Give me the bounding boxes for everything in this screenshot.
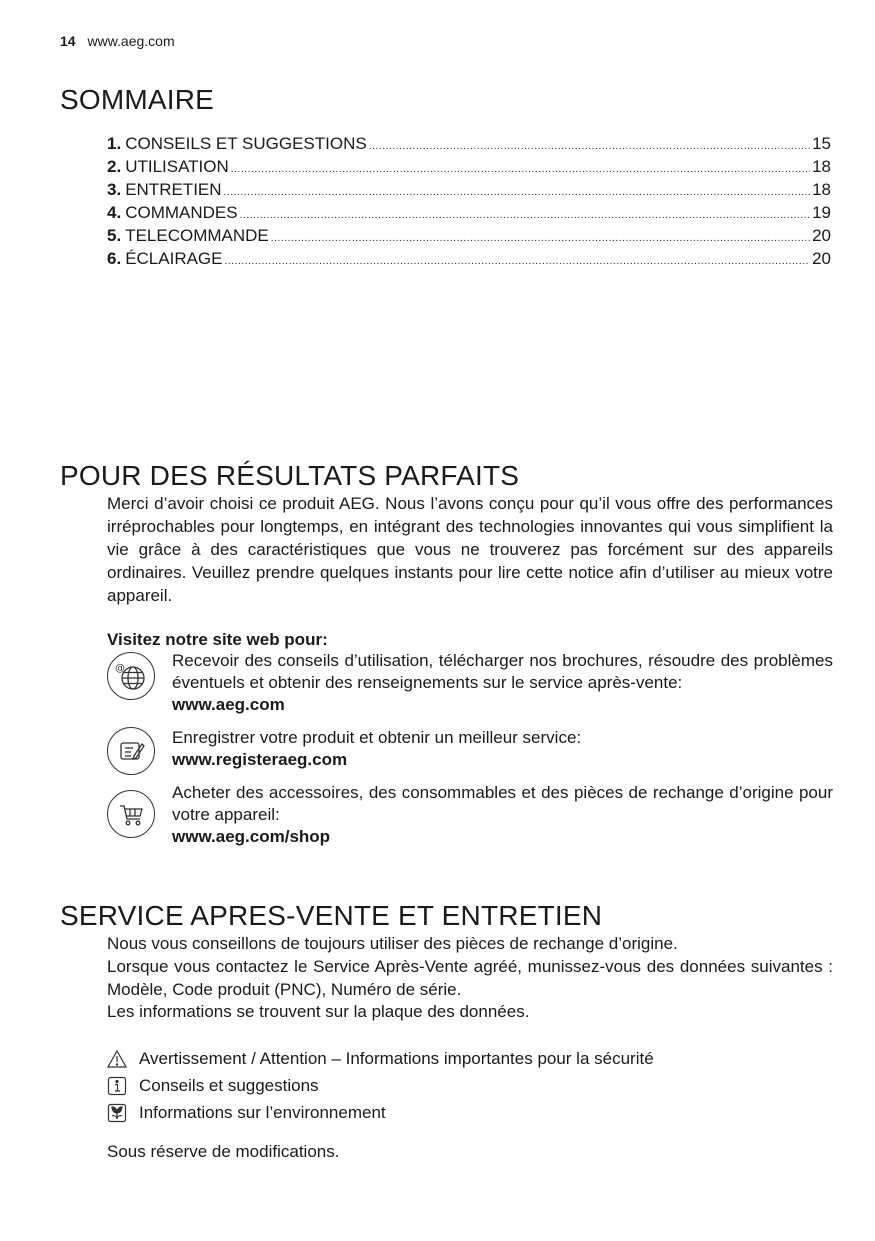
- toc-label: TELECOMMANDE: [125, 226, 269, 245]
- toc-label: ENTRETIEN: [125, 180, 222, 199]
- toc-item[interactable]: 4. COMMANDES ..... 19: [107, 203, 831, 226]
- service-title: SERVICE APRES-VENTE ET ENTRETIEN: [60, 900, 603, 931]
- info-icon: [107, 1076, 127, 1096]
- results-intro: Merci d’avoir choisi ce produit AEG. Nous l’avons conçu pour qu’il vous offre des performances irréprochables pour longtemps, en intégrant des technologies innovantes qui vous simplifient la vie grâce à des caractéristiques que vous ne trouverez pas forcément sur des appareils ordinaires. Veuillez prendre quelques instants pour lire cette notice afin d’utiliser au mieux votre appareil.: [107, 494, 833, 605]
- toc-page: 19: [812, 203, 831, 222]
- summary-title: SOMMAIRE: [60, 84, 215, 115]
- toc-page: 20: [812, 249, 831, 268]
- toc-leader: [231, 164, 810, 175]
- footer-note: Sous réserve de modifications.: [107, 1142, 340, 1161]
- page-number: 14: [60, 33, 76, 49]
- service-p2: Lorsque vous contactez le Service Après-Vente agréé, munissez-vous des données suivantes : Modèle, Code produit (PNC), Numéro de série.: [107, 957, 833, 999]
- globe-icon: [107, 652, 155, 700]
- page-header: [60, 33, 175, 49]
- service-p3: Les informations se trouvent sur la plaque des données.: [107, 1002, 530, 1021]
- toc-label: COMMANDES: [125, 203, 238, 222]
- toc-item[interactable]: 6. ÉCLAIRAGE ..... 20: [107, 249, 831, 272]
- toc-item[interactable]: 3. ENTRETIEN ..... 18: [107, 180, 831, 203]
- service-p1: Nous vous conseillons de toujours utiliser des pièces de rechange d’origine.: [107, 934, 678, 953]
- toc-label: ÉCLAIRAGE: [125, 249, 223, 268]
- toc-item[interactable]: 5. TELECOMMANDE ..... 20: [107, 226, 831, 249]
- web-item-text: Enregistrer votre produit et obtenir un meilleur service:: [172, 728, 582, 747]
- legend-environment: [107, 1103, 386, 1123]
- toc-page: 18: [812, 180, 831, 199]
- web-link[interactable]: www.aeg.com: [172, 695, 285, 714]
- toc-label: CONSEILS ET SUGGESTIONS: [125, 134, 367, 153]
- warning-icon: [107, 1049, 127, 1069]
- web-item-text: Acheter des accessoires, des consommables et des pièces de rechange d’origine pour votre appareil:: [172, 783, 833, 824]
- toc-leader: [369, 141, 810, 152]
- legend-warning: [107, 1049, 654, 1069]
- web-item-text: Recevoir des conseils d’utilisation, télécharger nos brochures, résoudre des problèmes éventuels et obtenir des renseignements sur le service après-vente:: [172, 651, 833, 692]
- visit-label: Visitez notre site web pour:: [107, 630, 328, 649]
- toc-leader: [240, 210, 810, 221]
- header-site: www.aeg.com: [87, 33, 175, 49]
- toc-label: UTILISATION: [125, 157, 229, 176]
- legend-text: Conseils et suggestions: [139, 1076, 319, 1095]
- toc-leader: [225, 256, 811, 267]
- table-of-contents: [107, 134, 831, 272]
- toc-leader: [224, 187, 811, 198]
- shopping-cart-icon: [107, 790, 155, 838]
- toc-page: 15: [812, 134, 831, 153]
- web-link[interactable]: www.aeg.com/shop: [172, 827, 331, 846]
- results-title: POUR DES RÉSULTATS PARFAITS: [60, 460, 520, 491]
- register-icon: [107, 727, 155, 775]
- environment-icon: [107, 1103, 127, 1123]
- toc-page: 18: [812, 157, 831, 176]
- web-link[interactable]: www.registeraeg.com: [172, 750, 348, 769]
- svg-text:@: @: [115, 663, 125, 674]
- legend-text: Avertissement / Attention – Informations importantes pour la sécurité: [139, 1049, 654, 1068]
- toc-item[interactable]: 1. CONSEILS ET SUGGESTIONS ..... 15: [107, 134, 831, 157]
- toc-leader: [271, 233, 810, 244]
- legend-info: [107, 1076, 319, 1096]
- toc-page: 20: [812, 226, 831, 245]
- legend-text: Informations sur l’environnement: [139, 1103, 386, 1122]
- toc-item[interactable]: 2. UTILISATION ..... 18: [107, 157, 831, 180]
